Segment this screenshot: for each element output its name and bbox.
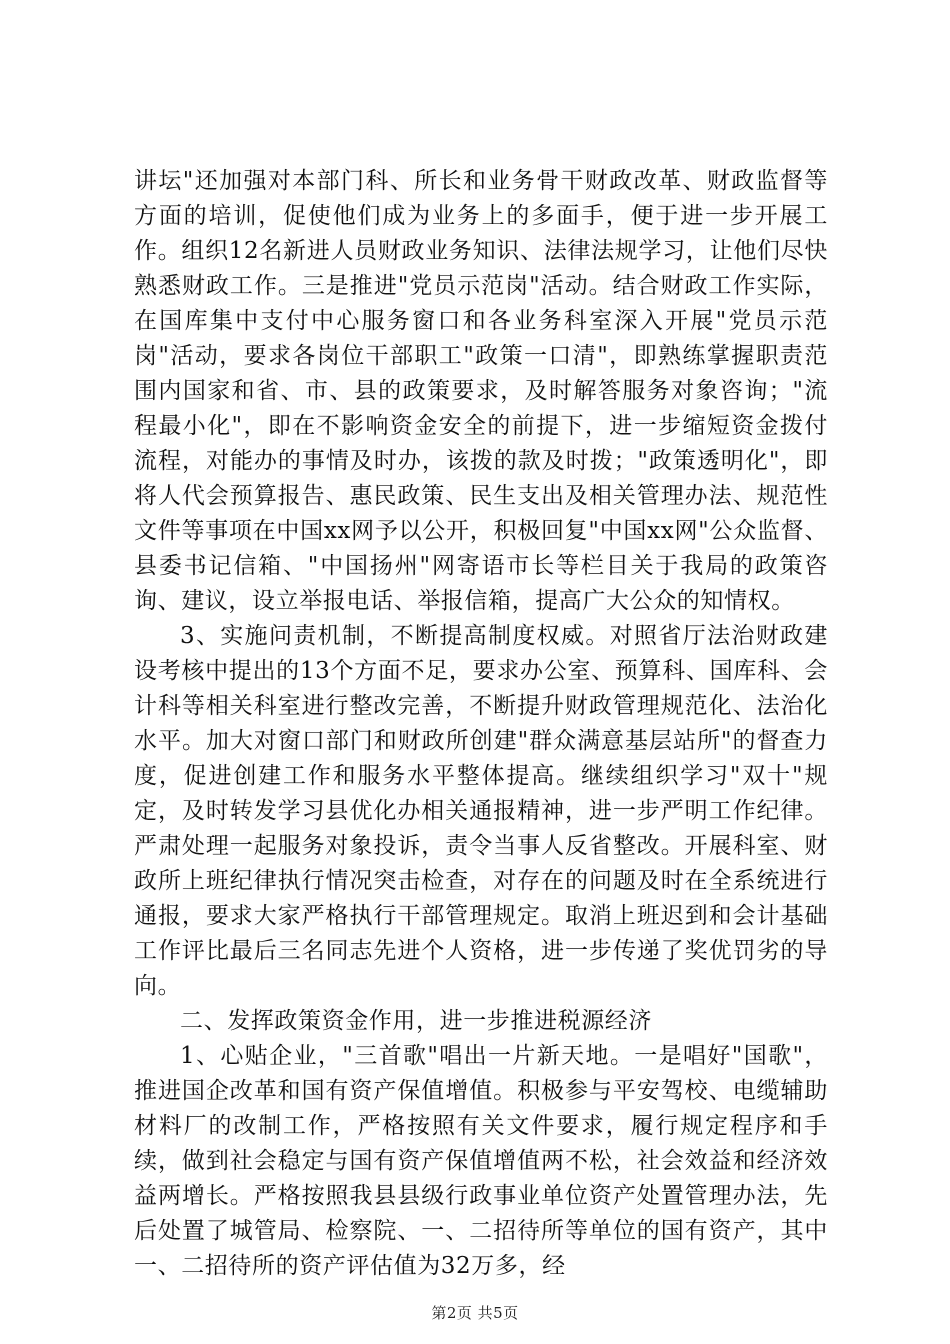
page-footer (0, 1303, 950, 1323)
paragraph-continued: 讲坛"还加强对本部门科、所长和业务骨干财政改革、财政监督等方面的培训，促使他们成为业务上的多面手，便于进一步开展工作。组织12名新进人员财政业务知识、法律法规学习，让他们尽快熟悉财政工作。三是推进"党员示范岗"活动。结合财政工作实际，在国库集中支付中心服务窗口和各业务科室深入开展"党员示范岗"活动，要求各岗位干部职工"政策一口清"，即熟练掌握职责范围内国家和省、市、县的政策要求，及时解答服务对象咨询；"流程最小化"，即在不影响资金安全的前提下，进一步缩短资金拨付流程，对能办的事情及时办，该拨的款及时拨；"政策透明化"，即将人代会预算报告、惠民政策、民生支出及相关管理办法、规范性文件等事项在中国xx网予以公开，积极回复"中国xx网"公众监督、县委书记信箱、"中国扬州"网寄语市长等栏目关于我局的政策咨询、建议，设立举报电话、举报信箱，提高广大公众的知情权。 (134, 168, 828, 614)
paragraph-accountability: 3、实施问责机制，不断提高制度权威。对照省厅法治财政建设考核中提出的13个方面不足，要求办公室、预算科、国库科、会计科等相关科室进行整改完善，不断提升财政管理规范化、法治化水平。加大对窗口部门和财政所创建"群众满意基层站所"的督查力度，促进创建工作和服务水平整体提高。继续组织学习"双十"规定，及时转发学习县优化办相关通报精神，进一步严明工作纪律。严肃处理一起服务对象投诉，责令当事人反省整改。开展科室、财政所上班纪律执行情况突击检查，对存在的问题及时在全系统进行通报，要求大家严格执行干部管理规定。取消上班迟到和会计基础工作评比最后三名同志先进个人资格，进一步传递了奖优罚劣的导向。 (134, 623, 828, 999)
document-body (134, 164, 828, 1284)
page-number: 第2页 共5页 (431, 1304, 519, 1322)
paragraph-enterprise: 1、心贴企业，"三首歌"唱出一片新天地。一是唱好"国歌"，推进国企改革和国有资产保值增值。积极参与平安驾校、电缆辅助材料厂的改制工作，严格按照有关文件要求，履行规定程序和手续，做到社会稳定与国有资产保值增值两不松，社会效益和经济效益两增长。严格按照我县县级行政事业单位资产处置管理办法，先后处置了城管局、检察院、一、二招待所等单位的国有资产，其中一、二招待所的资产评估值为32万多，经 (134, 1043, 828, 1279)
section-heading: 二、发挥政策资金作用，进一步推进税源经济 (180, 1008, 652, 1034)
